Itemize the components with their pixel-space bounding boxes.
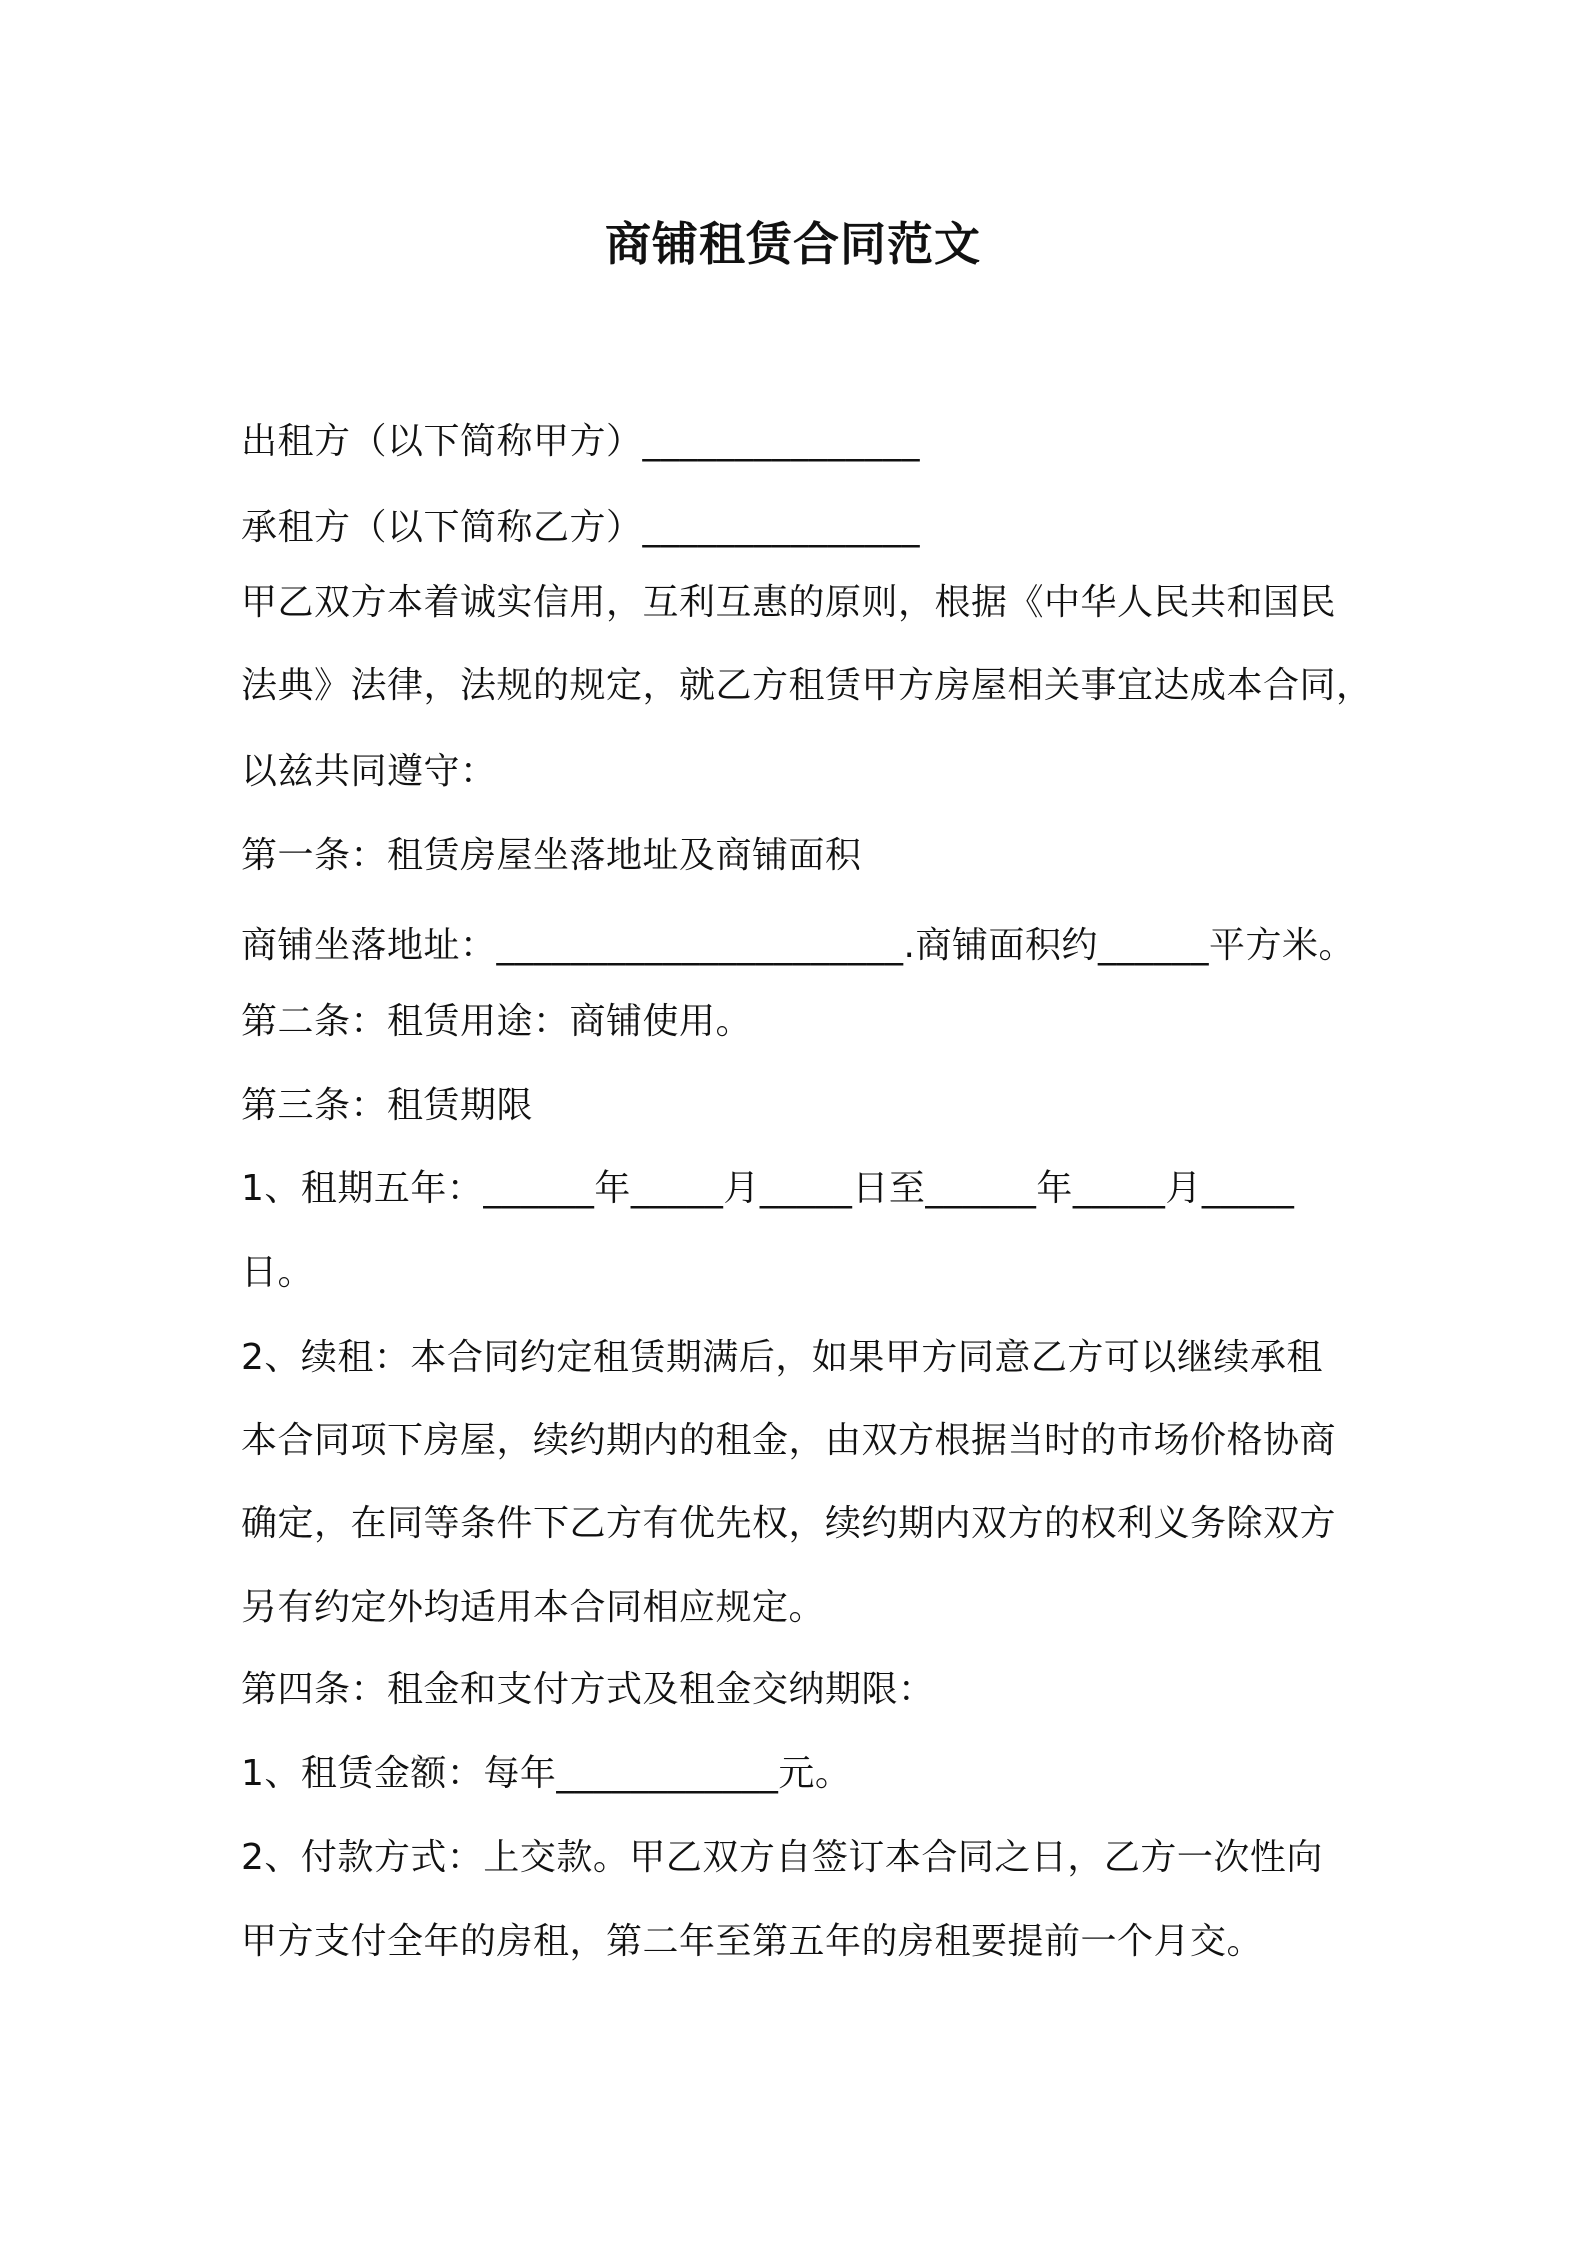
lessor-line: 出租方（以下简称甲方）_______________: [241, 421, 921, 462]
payment-line-2: 甲方支付全年的房租，第二年至第五年的房租要提前一个月交。: [241, 1921, 1264, 1962]
document-title: 商铺租赁合同范文: [605, 217, 981, 271]
payment-line-1: 2、付款方式：上交款。甲乙双方自签订本合同之日，乙方一次性向: [241, 1837, 1323, 1878]
renewal-line-1: 2、续租：本合同约定租赁期满后，如果甲方同意乙方可以继续承租: [241, 1337, 1323, 1378]
address-area-line: 商铺坐落地址：______________________.商铺面积约______平方米。: [241, 925, 1355, 966]
renewal-line-3: 确定，在同等条件下乙方有优先权，续约期内双方的权利义务除双方: [241, 1503, 1337, 1544]
preamble-line-2: 法典》法律，法规的规定，就乙方租赁甲方房屋相关事宜达成本合同，: [241, 665, 1373, 706]
term-line-2: 日。: [241, 1252, 315, 1293]
article-2-heading: 第二条：租赁用途：商铺使用。: [241, 1001, 753, 1042]
term-line-1: 1、租期五年：______年_____月_____日至______年_____月_____: [241, 1168, 1295, 1209]
article-4-heading: 第四条：租金和支付方式及租金交纳期限：: [241, 1669, 935, 1710]
preamble-line-3: 以兹共同遵守：: [241, 751, 497, 792]
rent-amount-line: 1、租赁金额：每年____________元。: [241, 1753, 852, 1794]
renewal-line-2: 本合同项下房屋，续约期内的租金，由双方根据当时的市场价格协商: [241, 1420, 1337, 1461]
preamble-line-1: 甲乙双方本着诚实信用，互利互惠的原则，根据《中华人民共和国民: [241, 582, 1337, 623]
article-1-heading: 第一条：租赁房屋坐落地址及商铺面积: [241, 835, 862, 876]
renewal-line-4: 另有约定外均适用本合同相应规定。: [241, 1587, 826, 1628]
article-3-heading: 第三条：租赁期限: [241, 1085, 534, 1126]
lessee-line: 承租方（以下简称乙方）_______________: [241, 507, 921, 548]
